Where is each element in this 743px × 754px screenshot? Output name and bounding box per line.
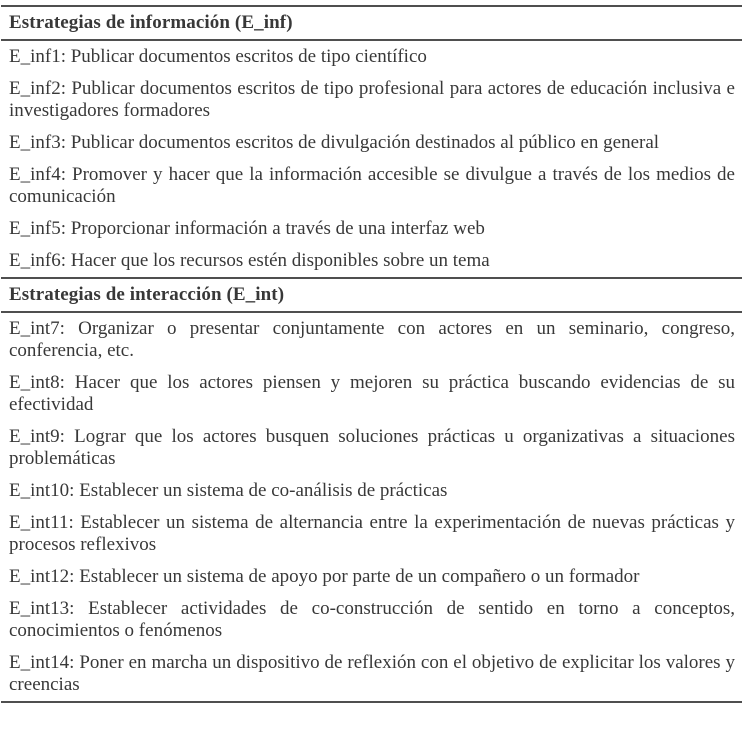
table-row-e-inf1: E_inf1: Publicar documentos escritos de tipo científico [9,46,427,67]
bottom-rule [1,701,742,703]
section-header-interaccion: Estrategias de interacción (E_int) [9,284,285,305]
section-header-informacion: Estrategias de información (E_inf) [9,12,293,33]
table-row-e-int9: E_int9: Lograr que los actores busquen soluciones prácticas u organizativas a situaciones problemáticas [9,426,735,469]
table-row-e-int13: E_int13: Establecer actividades de co-construcción de sentido en torno a conceptos, conocimientos o fenómenos [9,598,735,641]
table-row-e-int8: E_int8: Hacer que los actores piensen y mejoren su práctica buscando evidencias de su efectividad [9,372,735,415]
table-row-e-int11: E_int11: Establecer un sistema de alternancia entre la experimentación de nuevas prácticas y procesos reflexivos [9,512,735,555]
table-row-e-inf4: E_inf4: Promover y hacer que la información accesible se divulgue a través de los medios de comunicación [9,164,735,207]
table-row-e-inf3: E_inf3: Publicar documentos escritos de divulgación destinados al público en general [9,132,660,153]
table-row-e-inf5: E_inf5: Proporcionar información a través de una interfaz web [9,218,485,239]
table-row-e-inf2: E_inf2: Publicar documentos escritos de tipo profesional para actores de educación inclusiva e investigadores formadores [9,78,735,121]
table-row-e-inf6: E_inf6: Hacer que los recursos estén disponibles sobre un tema [9,250,490,271]
table-row-e-int14: E_int14: Poner en marcha un dispositivo de reflexión con el objetivo de explicitar los valores y creencias [9,652,735,695]
table-row-e-int7: E_int7: Organizar o presentar conjuntamente con actores en un seminario, congreso, conferencia, etc. [9,318,735,361]
table-row-e-int10: E_int10: Establecer un sistema de co-análisis de prácticas [9,480,448,501]
table-row-e-int12: E_int12: Establecer un sistema de apoyo por parte de un compañero o un formador [9,566,640,587]
